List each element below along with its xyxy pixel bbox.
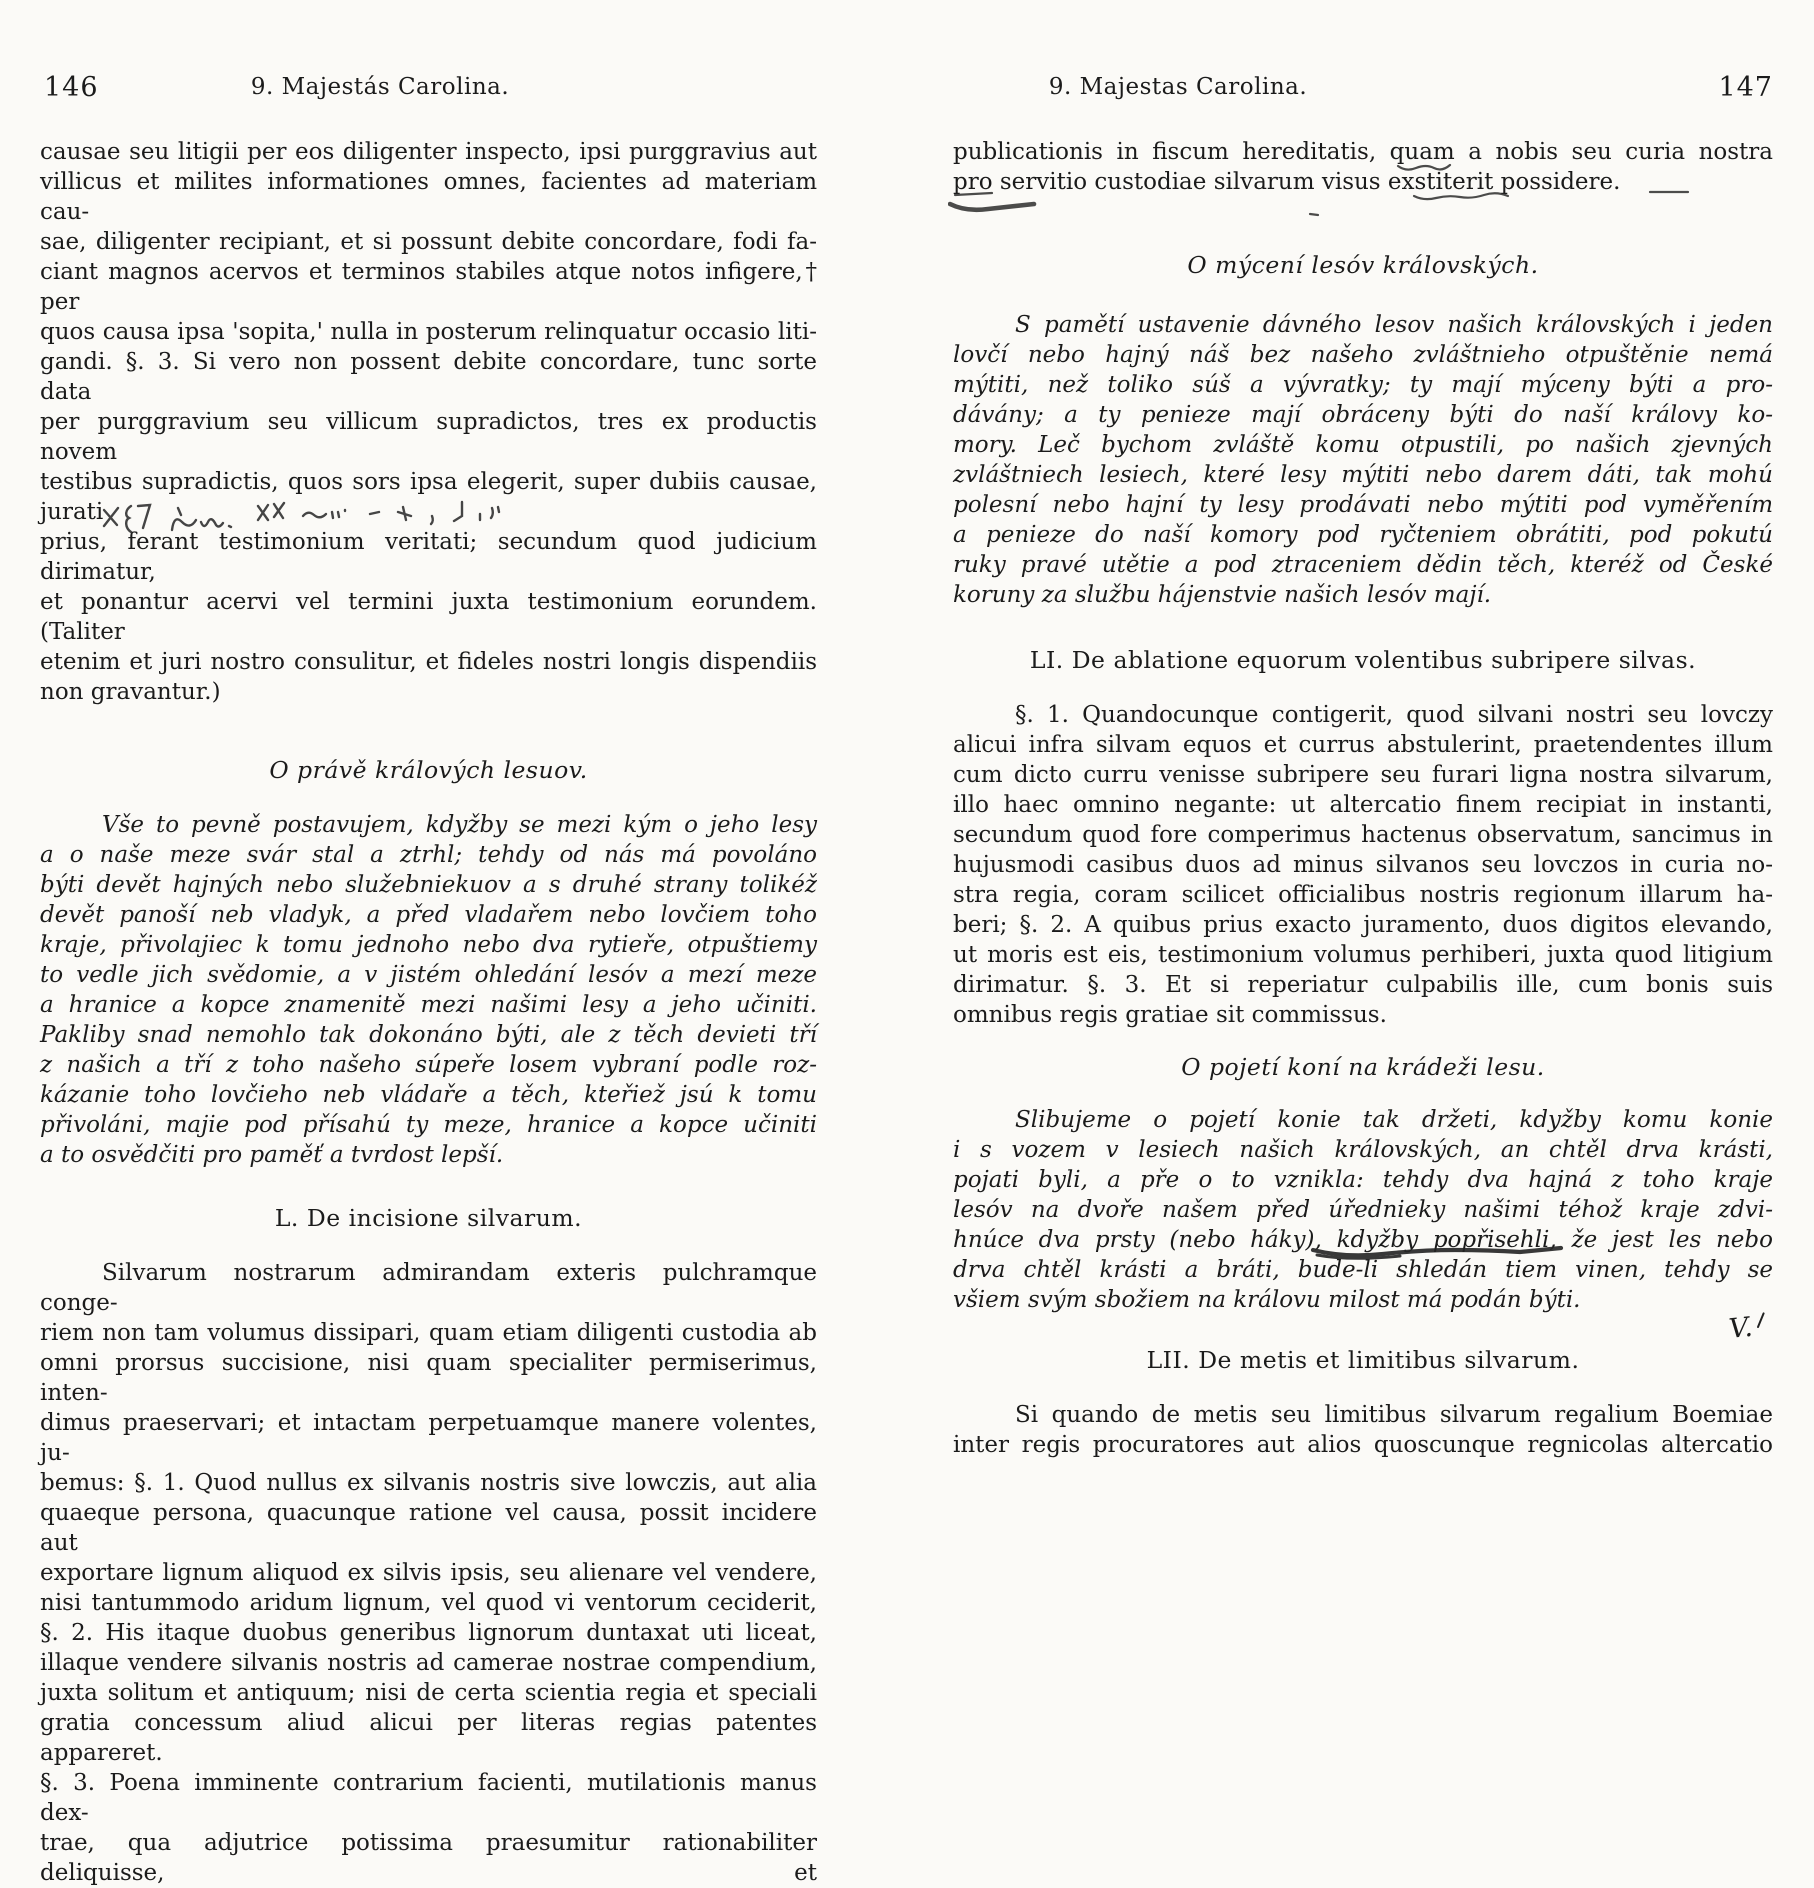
text-line: illo haec omnino negante: ut altercatio finem recipiat in instanti, [953, 792, 1773, 818]
text-line: drva chtěl krásti a bráti, bude-li shledán tiem vinen, tehdy se [953, 1257, 1773, 1283]
text-line: býti devět hajných nebo služebniekuov a s druhé strany tolikéž [40, 872, 817, 898]
text-line: pojati byli, a pře o to vznikla: tehdy dva hajná z toho kraje [953, 1167, 1773, 1193]
text-line: ut moris est eis, testimonium volumus perhiberi, juxta quod litigium [953, 942, 1773, 968]
text-line: z našich a tří z toho našeho súpeře losem vybraní podle roz- [40, 1052, 817, 1078]
text-line: devět panoší neb vladyk, a před vladařem nebo lovčiem toho [40, 902, 817, 928]
text-line: hujusmodi casibus duos ad minus silvanos seu lovczos in curia no- [953, 852, 1773, 878]
text-line: koruny za službu hájenstvie našich lesóv mají. [953, 582, 1492, 608]
text-line: etenim et juri nostro consulitur, et fideles nostri longis dispendiis [40, 649, 817, 675]
text-line: lovčí nebo hajný náš bez našeho zvláštnieho otpuštěnie nemá [953, 342, 1773, 368]
text-line: per purggravium seu villicum supradictos, tres ex productis novem [40, 409, 817, 465]
text-line: gratia concessum aliud alicui per literas regias patentes appareret. [40, 1710, 817, 1766]
text-line: kraje, přivolajiec k tomu jednoho nebo dva rytieře, otpuštiemy [40, 932, 817, 958]
left-page-header [40, 72, 817, 102]
text-line: Pakliby snad nemohlo tak dokonáno býti, ale z těch devieti tří [40, 1022, 817, 1048]
text-line: alicui infra silvam equos et currus abstulerint, praetendentes illum [953, 732, 1773, 758]
text-line: Silvarum nostrarum admirandam exteris pulchramque conge- [40, 1260, 817, 1316]
text-line: juxta solitum et antiquum; nisi de certa scientia regia et speciali [40, 1680, 817, 1706]
text-line: beri; §. 2. A quibus prius exacto juramento, duos digitos elevando, [953, 912, 1773, 938]
latin-paragraph-li [953, 700, 1773, 1030]
text-line: §. 3. Poena imminente contrarium facienti, mutilationis manus dex- [40, 1770, 817, 1826]
text-line: dimus praeservari; et intactam perpetuamque manere volentes, ju- [40, 1410, 817, 1466]
text-line: gandi. §. 3. Si vero non possent debite concordare, tunc sorte data [40, 349, 817, 405]
latin-paragraph-l [40, 1258, 817, 1888]
text-line: kázanie toho lovčieho neb vládaře a těch, kteřiež jsú k tomu [40, 1082, 817, 1108]
text-line: to vedle jich svědomie, a v jistém ohledání lesóv a mezí meze [40, 962, 817, 988]
pen-tick-icon [1753, 1310, 1769, 1329]
text-line: illaque vendere silvanis nostris ad camerae nostrae compendium, [40, 1650, 817, 1676]
text-line: dirimatur. §. 3. Et si reperiatur culpabilis ille, cum bonis suis [953, 972, 1773, 998]
text-line: Slibujeme o pojetí konie tak držeti, kdyžby komu konie [1015, 1107, 1773, 1133]
text-line: riem non tam volumus dissipari, quam etiam diligenti custodia ab [40, 1320, 817, 1346]
text-line: lesóv na dvoře našem před úřednieky našimi téhož kraje zdvi- [953, 1197, 1773, 1223]
text-line: hnúce dva prsty (nebo háky), kdyžby popřisehli, že jest les nebo [953, 1227, 1773, 1253]
running-title-right: 9. Majestas Carolina. [1048, 74, 1308, 100]
v-mark-text: V. [1727, 1311, 1754, 1345]
text-line: quos causa ipsa 'sopita,' nulla in posterum relinquatur occasio liti- [40, 319, 817, 345]
text-line: bemus: §. 1. Quod nullus ex silvanis nostris sive lowczis, aut alia [40, 1470, 817, 1496]
text-line: Si quando de metis seu limitibus silvarum regalium Boemiae [1015, 1402, 1773, 1428]
text-line: omni prorsus succisione, nisi quam specialiter permiserimus, inten- [40, 1350, 817, 1406]
right-page-header [953, 72, 1773, 102]
czech-paragraph-horses [953, 1105, 1773, 1315]
text-line: a hranice a kopce znamenitě mezi našimi lesy a jeho učiniti. [40, 992, 817, 1018]
latin-continuation-paragraph [40, 137, 817, 707]
text-line: mýtiti, než toliko súš a vývratky; ty mají mýceny býti a pro- [953, 372, 1773, 398]
text-line: omnibus regis gratiae sit commissus. [953, 1002, 1387, 1028]
text-line: a penieze do naší komory pod ryčteniem obrátiti, pod pokutú [953, 522, 1773, 548]
text-line: quaeque persona, quacunque ratione vel causa, possit incidere aut [40, 1500, 817, 1556]
text-line: zvláštniech lesiech, které lesy mýtiti nebo darem dáti, tak mohú [953, 462, 1773, 488]
text-line: stra regia, coram scilicet officialibus nostris regionum illarum ha- [953, 882, 1773, 908]
handwritten-v-mark [1727, 1310, 1769, 1345]
text-line: sae, diligenter recipiant, et si possunt debite concordare, fodi fa- [40, 229, 817, 255]
text-line: publicationis in fiscum hereditatis, quam a nobis seu curia nostra [953, 139, 1773, 165]
text-line: Vše to pevně postavujem, kdyžby se mezi kým o jeho lesy [102, 812, 817, 838]
heading-czech-felling: O mýcení lesóv královských. [1187, 251, 1539, 279]
text-line: villicus et milites informationes omnes, facientes ad materiam cau- [40, 169, 817, 225]
text-line: inter regis procuratores aut alios quoscunque regnicolas altercatio [953, 1432, 1773, 1458]
heading-latin-li: LI. De ablatione equorum volentibus subripere silvas. [1029, 646, 1697, 674]
czech-paragraph-forest-right [40, 810, 817, 1170]
text-line: testibus supradictis, quos sors ipsa elegerit, super dubiis causae, jurati [40, 469, 817, 525]
text-line: cum dicto curru venisse subripere seu furari ligna nostra silvarum, [953, 762, 1773, 788]
text-line: causae seu litigii per eos diligenter inspecto, ipsi purggravius aut [40, 139, 817, 165]
text-line: ciant magnos acervos et terminos stabiles atque notos infigere,† per [40, 259, 817, 315]
text-line: přivoláni, majie pod přísahú ty meze, hranice a kopce učiniti [40, 1112, 817, 1138]
running-title-left: 9. Majestás Carolina. [250, 74, 510, 100]
text-line: S pamětí ustavenie dávného lesov našich královských i jeden [1015, 312, 1773, 338]
text-line: et ponantur acervi vel termini juxta testimonium eorundem. (Taliter [40, 589, 817, 645]
page-number-left: 146 [44, 72, 99, 103]
heading-czech-forest-right: O právě králových lesuov. [269, 756, 588, 784]
page-146 [40, 0, 817, 1886]
text-line: a to osvědčiti pro paměť a tvrdost lepší. [40, 1142, 504, 1168]
heading-latin-lii: LII. De metis et limitibus silvarum. [1146, 1346, 1580, 1374]
text-line: i s vozem v lesiech našich královských, an chtěl drva krásti, [953, 1137, 1773, 1163]
text-line: ruky pravé utětie a pod ztraceniem dědin těch, kteréž od České [953, 552, 1773, 578]
latin-continuation-paragraph-right [953, 137, 1773, 197]
heading-latin-l: L. De incisione silvarum. [274, 1204, 583, 1232]
czech-paragraph-felling [953, 310, 1773, 610]
text-line: a o naše meze svár stal a ztrhl; tehdy od nás má povoláno [40, 842, 817, 868]
text-line: exportare lignum aliquod ex silvis ipsis, seu alienare vel vendere, [40, 1560, 817, 1586]
text-line: §. 2. His itaque duobus generibus lignorum duntaxat uti liceat, [40, 1620, 817, 1646]
text-line: všiem svým sbožiem na královu milost má podán býti. [953, 1287, 1581, 1313]
text-line: dávány; a ty penieze mají obráceny býti do naší královy ko- [953, 402, 1773, 428]
page-number-right: 147 [1718, 72, 1773, 103]
latin-paragraph-lii [953, 1400, 1773, 1460]
page-147 [953, 0, 1773, 1500]
text-line: secundum quod fore comperimus hactenus observatum, sancimus in [953, 822, 1773, 848]
text-line: nisi tantummodo aridum lignum, vel quod vi ventorum ceciderit, [40, 1590, 817, 1616]
text-line: pro servitio custodiae silvarum visus exstiterit possidere. [953, 169, 1621, 195]
heading-czech-horses: O pojetí koní na krádeži lesu. [1181, 1053, 1545, 1081]
text-line: mory. Leč bychom zvláště komu otpustili, po našich zjevných [953, 432, 1773, 458]
text-line: prius, ferant testimonium veritati; secundum quod judicium dirimatur, [40, 529, 817, 585]
text-line: trae, qua adjutrice potissima praesumitur rationabiliter deliquisse, et [40, 1830, 817, 1886]
text-line: polesní nebo hajní ty lesy prodávati nebo mýtiti pod vyměřením [953, 492, 1773, 518]
text-line: non gravantur.) [40, 679, 221, 705]
text-line: §. 1. Quandocunque contigerit, quod silvani nostri seu lovczy [1015, 702, 1773, 728]
